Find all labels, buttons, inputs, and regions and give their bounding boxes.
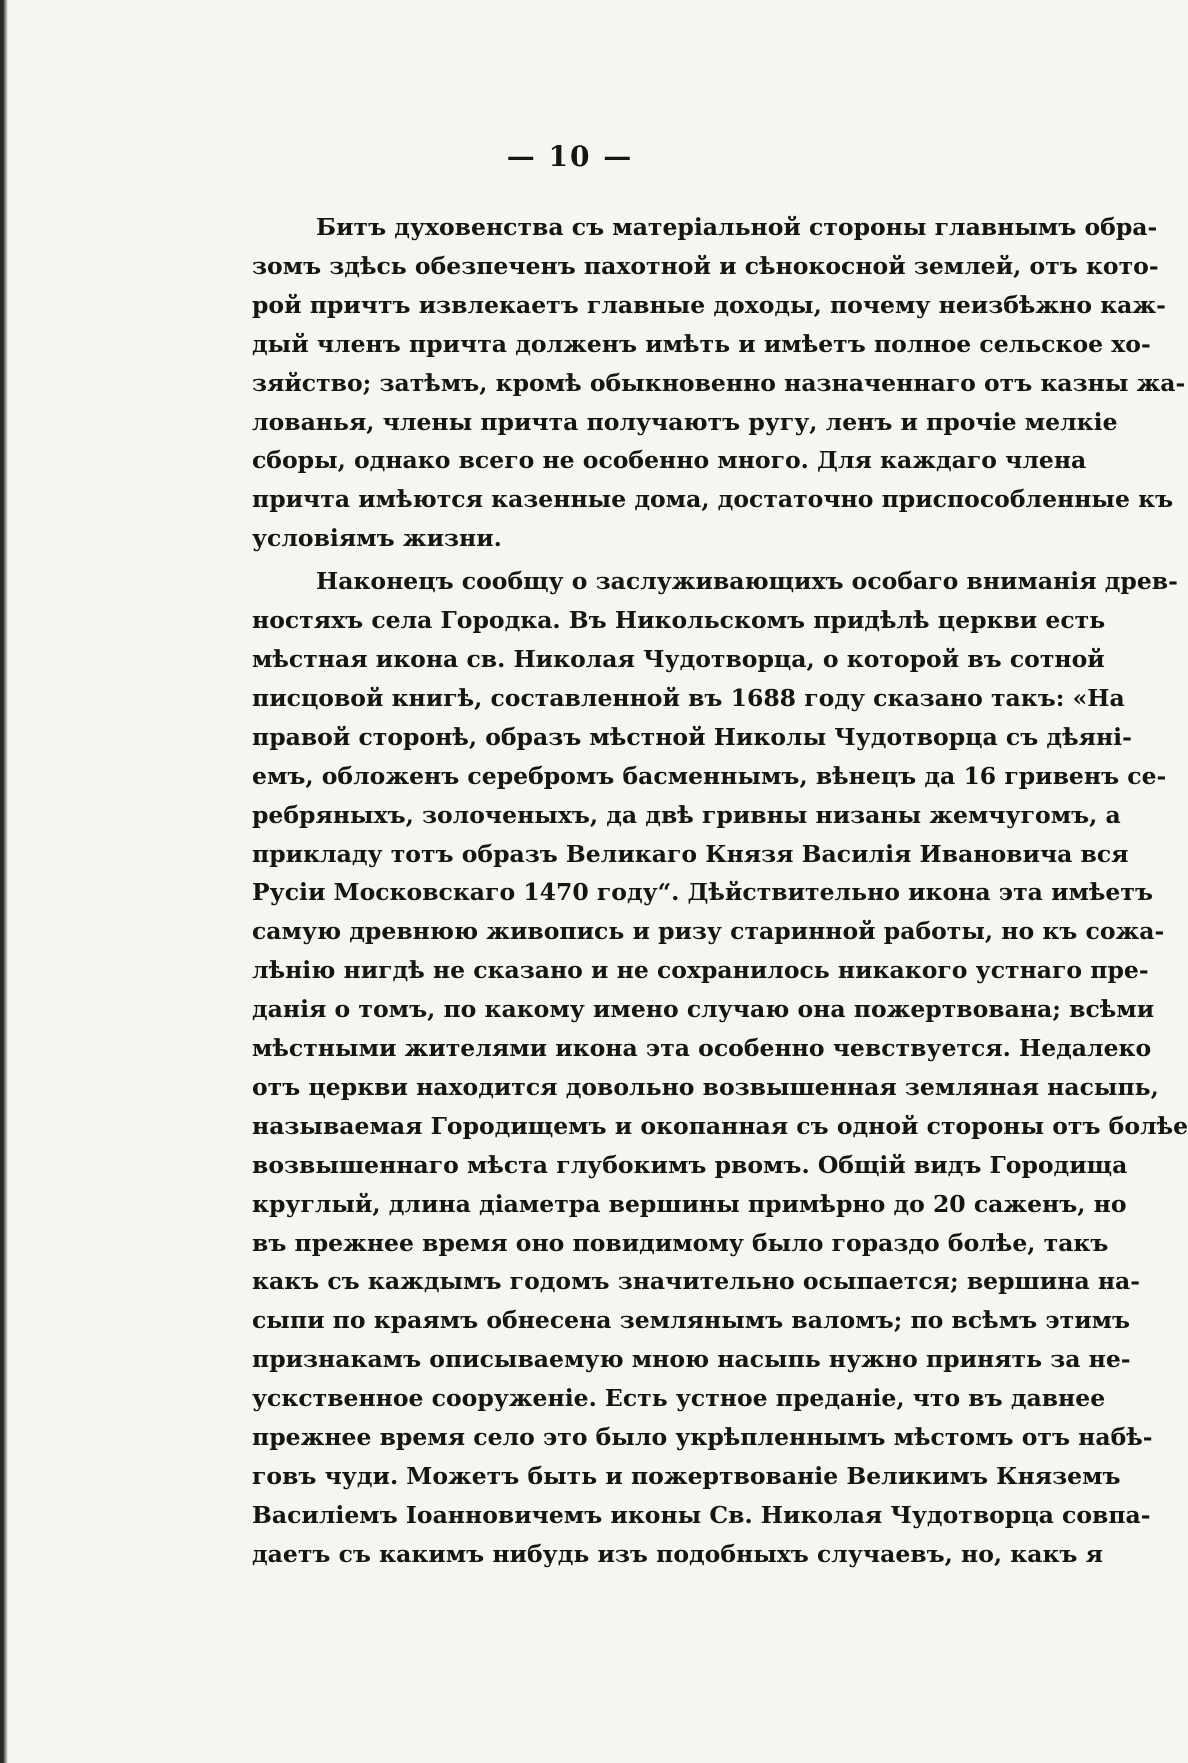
text-line: емъ, обложенъ серебромъ басменнымъ, вѣнецъ да 16 гривенъ се- xyxy=(252,761,1167,790)
text-line: мѣстными жителями икона эта особенно чевствуется. Недалеко xyxy=(252,1034,1152,1063)
text-line: Русіи Московскаго 1470 году“. Дѣйствительно икона эта имѣетъ xyxy=(252,878,1153,907)
text-line: даетъ съ какимъ нибудь изъ подобныхъ случаевъ, но, какъ я xyxy=(252,1539,1103,1568)
text-line: круглый, длина діаметра вершины примѣрно до 20 саженъ, но xyxy=(252,1189,1127,1218)
text-line: Василіемъ Іоанновичемъ иконы Св. Николая Чудотворца совпа- xyxy=(252,1500,1151,1529)
text-line: мѣстная икона св. Николая Чудотворца, о которой въ сотной xyxy=(252,644,1105,673)
body-text xyxy=(252,208,1188,1574)
text-line: условіямъ жизни. xyxy=(252,524,502,553)
text-line: Битъ духовенства съ матеріальной стороны главнымъ обра- xyxy=(316,213,1158,241)
text-line: какъ съ каждымъ годомъ значительно осыпается; вершина на- xyxy=(252,1267,1141,1296)
text-line: правой сторонѣ, образъ мѣстной Николы Чудотворца съ дѣяні- xyxy=(252,722,1132,751)
text-line: Наконецъ сообщу о заслуживающихъ особаго вниманія древ- xyxy=(316,567,1178,596)
text-line: отъ церкви находится довольно возвышенная земляная насыпь, xyxy=(252,1072,1159,1101)
text-line: писцовой книгѣ, составленной въ 1688 году сказано такъ: «На xyxy=(252,683,1125,712)
text-line: ускственное сооруженіе. Есть устное преданіе, что въ давнее xyxy=(252,1384,1106,1413)
text-line: сборы, однако всего не особенно много. Для каждаго члена xyxy=(252,446,1087,475)
text-line: возвышеннаго мѣста глубокимъ рвомъ. Общій видъ Городища xyxy=(252,1150,1128,1179)
page-edge-shadow xyxy=(0,0,8,1763)
text-line: зяйство; затѣмъ, кромѣ обыкновенно назначеннаго отъ казны жа- xyxy=(252,368,1186,397)
text-line: ребряныхъ, золоченыхъ, да двѣ гривны низаны жемчугомъ, а xyxy=(252,800,1121,829)
text-line: лѣнію нигдѣ не сказано и не сохранилось никакого устнаго пре- xyxy=(252,956,1149,985)
text-line: прежнее время село это было укрѣпленнымъ мѣстомъ отъ набѣ- xyxy=(252,1423,1153,1452)
text-line: лованья, члены причта получаютъ ругу, ленъ и прочіе мелкіе xyxy=(252,407,1118,436)
paragraph-1 xyxy=(252,208,1186,558)
text-line: дый членъ причта долженъ имѣть и имѣетъ полное сельское хо- xyxy=(252,329,1151,358)
text-line: ностяхъ села Городка. Въ Никольскомъ придѣлѣ церкви есть xyxy=(252,606,1106,635)
text-line: признакамъ описываемую мною насыпь нужно принять за не- xyxy=(252,1345,1131,1374)
text-line: зомъ здѣсь обезпеченъ пахотной и сѣнокосной землей, отъ кото- xyxy=(252,251,1159,280)
text-line: рой причтъ извлекаетъ главные доходы, почему неизбѣжно каж- xyxy=(252,290,1166,319)
text-line: въ прежнее время оно повидимому было гораздо болѣе, такъ xyxy=(252,1228,1109,1257)
text-line: сыпи по краямъ обнесена землянымъ валомъ; по всѣмъ этимъ xyxy=(252,1306,1131,1335)
text-line: говъ чуди. Можетъ быть и пожертвованіе Великимъ Княземъ xyxy=(252,1462,1121,1490)
text-line: называемая Городищемъ и окопанная съ одной стороны отъ болѣе xyxy=(252,1111,1188,1140)
text-line: самую древнюю живопись и ризу старинной работы, но къ сожа- xyxy=(252,917,1165,946)
page-number: — 10 — xyxy=(506,140,634,173)
text-line: данія о томъ, по какому имено случаю она пожертвована; всѣми xyxy=(252,995,1155,1024)
text-line: причта имѣются казенные дома, достаточно приспособленные къ xyxy=(252,485,1174,514)
paragraph-2 xyxy=(252,562,1188,1574)
text-line: прикладу тотъ образъ Великаго Князя Василія Ивановича вся xyxy=(252,839,1129,868)
